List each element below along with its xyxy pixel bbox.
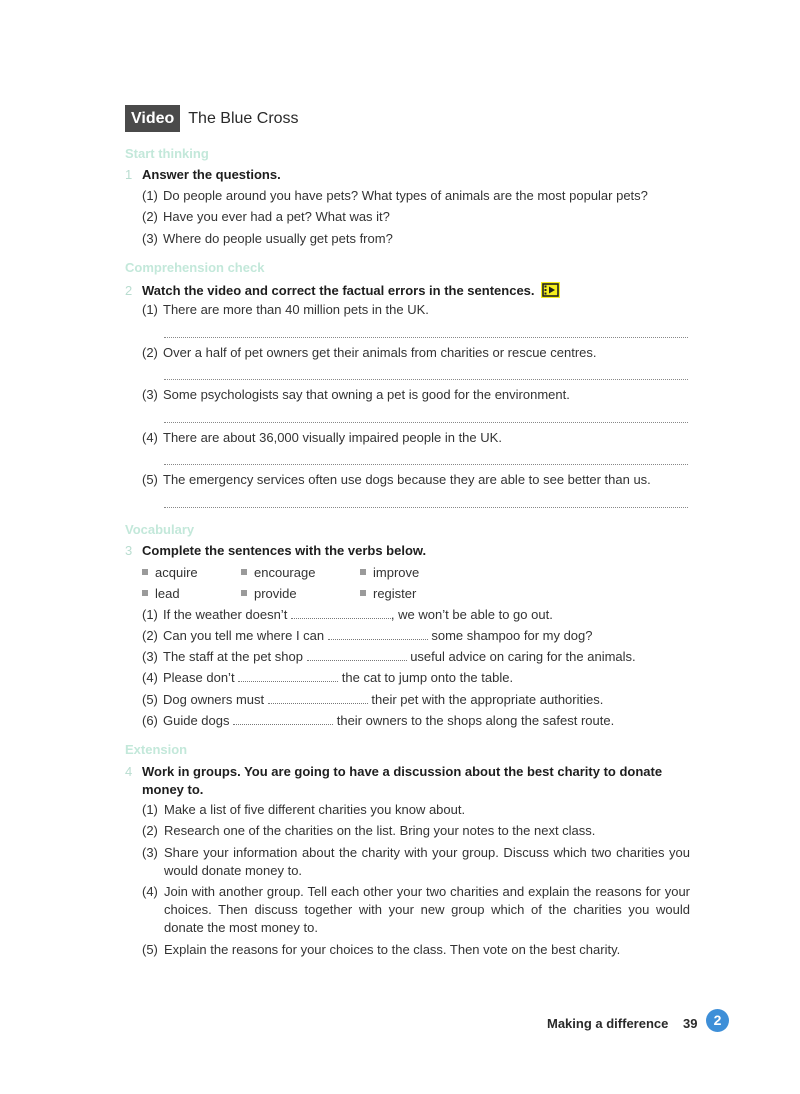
bullet-square-icon (360, 569, 366, 575)
word-text: lead (155, 586, 180, 601)
answer-line[interactable] (164, 422, 688, 423)
item-text: Explain the reasons for your choices to the class. Then vote on the best charity. (164, 942, 621, 957)
answer-line[interactable] (164, 379, 688, 380)
gap-fill-blank[interactable] (233, 713, 333, 725)
question-4-instruction (125, 763, 662, 799)
word-text: register (373, 586, 417, 601)
list-item (142, 387, 570, 402)
item-number: (5) (142, 942, 158, 957)
item-text: There are about 36,000 visually impaired people in the UK. (163, 430, 502, 445)
item-number: (4) (142, 884, 158, 899)
question-number: 1 (125, 167, 133, 182)
item-number: (4) (142, 670, 158, 685)
list-item (142, 822, 690, 840)
list-item (142, 692, 603, 707)
list-item (142, 941, 690, 959)
question-number: 4 (125, 764, 133, 779)
sentence-end: their owners to the shops along the safest route. (333, 713, 615, 728)
bullet-square-icon (142, 569, 148, 575)
item-text: Do people around you have pets? What types of animals are the most popular pets? (163, 188, 648, 203)
bullet-square-icon (241, 569, 247, 575)
list-item (142, 188, 648, 203)
word-text: improve (373, 565, 420, 580)
bullet-square-icon (142, 590, 148, 596)
sentence-end: some shampoo for my dog? (427, 628, 593, 643)
gap-fill-blank[interactable] (328, 628, 428, 640)
item-number: (3) (142, 231, 158, 246)
sentence-start: The staff at the pet shop (163, 649, 307, 664)
item-text: Where do people usually get pets from? (163, 231, 393, 246)
question-number: 3 (125, 543, 133, 558)
page-title: The Blue Cross (188, 109, 299, 127)
list-item (142, 628, 593, 643)
section-extension: Extension (125, 742, 188, 757)
item-text: There are more than 40 million pets in the UK. (163, 302, 429, 317)
unit-title: Making a difference (547, 1016, 669, 1031)
question-2-instruction (125, 282, 560, 298)
word-text: acquire (155, 565, 198, 580)
item-number: (1) (142, 302, 158, 317)
section-comprehension-check: Comprehension check (125, 260, 265, 275)
list-item (142, 844, 690, 880)
item-number: (3) (142, 649, 158, 664)
item-number: (1) (142, 188, 158, 203)
item-number: (2) (142, 823, 158, 838)
gap-fill-blank[interactable] (238, 670, 338, 682)
list-item (142, 345, 597, 360)
sentence-start: Please don’t (163, 670, 239, 685)
item-number: (3) (142, 845, 158, 860)
bullet-square-icon (360, 590, 366, 596)
item-number: (4) (142, 430, 158, 445)
word-box-item (241, 565, 315, 580)
answer-line[interactable] (164, 507, 688, 508)
word-text: encourage (254, 565, 316, 580)
bullet-square-icon (241, 590, 247, 596)
gap-fill-blank[interactable] (268, 692, 368, 704)
word-box-item (360, 586, 416, 601)
item-number: (2) (142, 345, 158, 360)
item-text: Make a list of five different charities you know about. (164, 802, 466, 817)
gap-fill-blank[interactable] (307, 649, 407, 661)
question-1-instruction (125, 167, 281, 182)
sentence-start: Can you tell me where I can (163, 628, 328, 643)
item-number: (2) (142, 209, 158, 224)
instruction-text: Watch the video and correct the factual errors in the sentences. (142, 283, 535, 298)
item-number: (1) (142, 802, 158, 817)
item-number: (6) (142, 713, 158, 728)
item-number: (3) (142, 387, 158, 402)
list-item (142, 302, 429, 317)
question-number: 2 (125, 283, 133, 298)
word-box-item (142, 586, 180, 601)
video-film-icon (541, 282, 560, 298)
item-text: The emergency services often use dogs because they are able to see better than us. (163, 472, 651, 487)
instruction-text: Complete the sentences with the verbs below. (142, 543, 427, 558)
list-item (142, 670, 513, 685)
item-text: Share your information about the charity with your group. Discuss which two charities you would donate money to. (164, 845, 690, 878)
sentence-end: their pet with the appropriate authorities. (367, 692, 604, 707)
item-number: (5) (142, 692, 158, 707)
answer-line[interactable] (164, 337, 688, 338)
word-text: provide (254, 586, 297, 601)
section-start-thinking: Start thinking (125, 146, 209, 161)
item-number: (2) (142, 628, 158, 643)
answer-line[interactable] (164, 464, 688, 465)
list-item (142, 607, 553, 622)
item-text: Over a half of pet owners get their animals from charities or rescue centres. (163, 345, 597, 360)
list-item (142, 801, 690, 819)
word-box-item (360, 565, 419, 580)
section-vocabulary: Vocabulary (125, 522, 195, 537)
word-box-item (241, 586, 297, 601)
video-tag: Video (125, 105, 180, 132)
instruction-text-continued: money to. (142, 782, 204, 797)
sentence-end: , we won’t be able to go out. (390, 607, 553, 622)
item-text: Research one of the charities on the list. Bring your notes to the next class. (164, 823, 596, 838)
word-box-item (142, 565, 198, 580)
sentence-start: Dog owners must (163, 692, 268, 707)
page-header (125, 105, 299, 132)
item-number: (5) (142, 472, 158, 487)
item-text: Have you ever had a pet? What was it? (163, 209, 390, 224)
item-number: (1) (142, 607, 158, 622)
sentence-start: If the weather doesn’t (163, 607, 291, 622)
sentence-start: Guide dogs (163, 713, 234, 728)
page-number: 39 (683, 1016, 698, 1031)
list-item (142, 430, 502, 445)
instruction-text: Answer the questions. (142, 167, 281, 182)
list-item (142, 649, 636, 664)
sentence-end: useful advice on caring for the animals. (406, 649, 636, 664)
list-item (142, 713, 614, 728)
question-3-instruction (125, 543, 426, 558)
sentence-end: the cat to jump onto the table. (338, 670, 514, 685)
instruction-text: Work in groups. You are going to have a discussion about the best charity to donate (142, 764, 663, 779)
list-item (142, 231, 393, 246)
gap-fill-blank[interactable] (291, 607, 391, 619)
item-text: Join with another group. Tell each other your two charities and explain the reasons for your choices. Then discuss together with your new group which of the charities you would donate the most money to. (164, 884, 690, 935)
list-item (142, 883, 690, 937)
item-text: Some psychologists say that owning a pet is good for the environment. (163, 387, 570, 402)
unit-badge: 2 (706, 1009, 729, 1032)
list-item (142, 472, 651, 487)
list-item (142, 209, 390, 224)
